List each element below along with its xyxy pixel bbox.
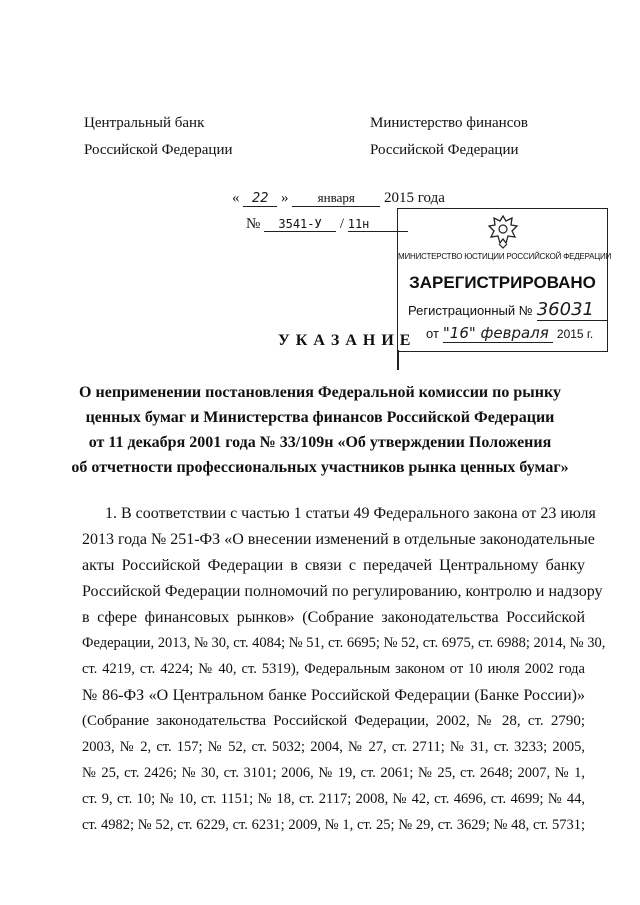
stamp-date-handwritten: "16" февраля <box>443 324 553 343</box>
issuer-right-line1: Министерство финансов <box>370 115 528 131</box>
date-close-quote: » <box>281 190 289 206</box>
body-line-1: 1. В соответствии с частью 1 статьи 49 Федерального закона от 23 июля <box>105 505 596 522</box>
stamp-reg-number: 36031 <box>537 299 607 321</box>
number-prefix: № <box>246 216 261 232</box>
registration-stamp <box>397 208 612 352</box>
doc-number: 3541-У <box>264 217 336 232</box>
stamp-divider <box>397 350 399 370</box>
body-line-9: (Собрание законодательства Российской Федерации, 2002, № 28, ст. 2790; <box>82 713 585 729</box>
issuer-left-line2: Российской Федерации <box>84 142 233 158</box>
date-line <box>232 190 445 207</box>
body-line-12: ст. 9, ст. 10; № 10, ст. 1151; № 18, ст. 2117; 2008, № 42, ст. 4696, ст. 4699; № 44, <box>82 791 585 807</box>
date-month: января <box>292 190 380 207</box>
date-open-quote: « <box>232 190 240 206</box>
body-line-8: № 86-ФЗ «О Центральном банке Российской Федерации (Банке России)» <box>82 687 585 704</box>
body-line-7: ст. 4219, ст. 4224; № 40, ст. 5319), Федеральным законом от 10 июля 2002 года <box>82 661 585 677</box>
stamp-reg-label: Регистрационный № <box>408 303 533 318</box>
body-line-2: 2013 года № 251-ФЗ «О внесении изменений в отдельные законодательные <box>82 531 595 548</box>
stamp-date-row <box>426 324 593 343</box>
issuer-right-line2: Российской Федерации <box>370 142 519 158</box>
title-line-4: об отчетности профессиональных участников рынка ценных бумаг» <box>71 459 569 476</box>
body-line-10: 2003, № 2, ст. 157; № 52, ст. 5032; 2004, № 27, ст. 2711; № 31, ст. 3233; 2005, <box>82 739 585 755</box>
date-day: 22 <box>243 191 277 207</box>
body-line-4: Российской Федерации полномочий по регулированию, контролю и надзору <box>82 583 603 600</box>
stamp-ministry: МИНИСТЕРСТВО ЮСТИЦИИ РОССИЙСКОЙ ФЕДЕРАЦИИ <box>398 252 612 261</box>
title-line-1: О неприменении постановления Федеральной комиссии по рынку <box>79 384 561 401</box>
stamp-date-prefix: от <box>426 326 439 341</box>
body-line-13: ст. 4982; № 52, ст. 6229, ст. 6231; 2009, № 1, ст. 25; № 29, ст. 3629; № 48, ст. 5731; <box>82 817 585 833</box>
title-line-3: от 11 декабря 2001 года № 33/109н «Об утверждении Положения <box>88 434 552 451</box>
body-line-6: Федерации, 2013, № 30, ст. 4084; № 51, ст. 6695; № 52, ст. 6975, ст. 6988; 2014, № 30, <box>82 635 606 651</box>
date-year: 2015 года <box>384 190 445 206</box>
stamp-date-suffix: 2015 г. <box>556 327 594 341</box>
number-separator: / <box>339 216 344 232</box>
body-line-3: акты Российской Федерации в связи с передачей Центральному банку <box>82 557 585 574</box>
issuer-left-line1: Центральный банк <box>84 115 205 131</box>
number-line <box>246 216 408 233</box>
body-line-11: № 25, ст. 2426; № 30, ст. 3101; 2006, № 19, ст. 2061; № 25, ст. 2648; 2007, № 1, <box>82 765 585 781</box>
stamp-reg-row <box>408 299 607 321</box>
doc-type: У К А З А Н И Е <box>278 332 412 349</box>
body-line-5: в сфере финансовых рынков» (Собрание законодательства Российской <box>82 609 585 626</box>
title-line-2: ценных бумаг и Министерства финансов Российской Федерации <box>85 409 555 426</box>
emblem-icon <box>486 213 520 249</box>
stamp-registered: ЗАРЕГИСТРИРОВАНО <box>409 273 596 292</box>
doc-number-2: 11н <box>348 217 408 232</box>
